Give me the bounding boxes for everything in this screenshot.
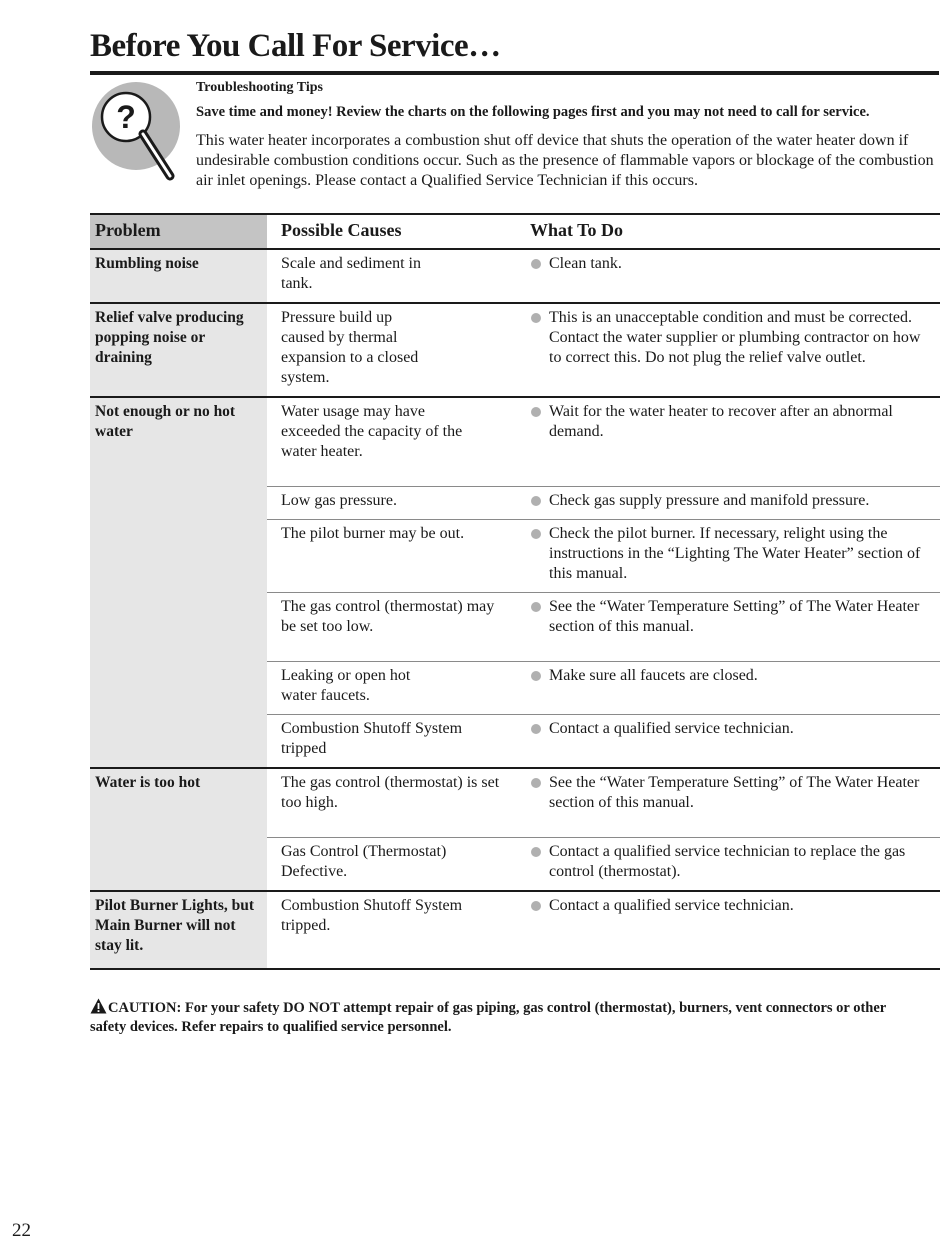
bullet-icon — [531, 602, 541, 612]
cause-cell: Combustion Shutoff System tripped — [267, 715, 515, 769]
cause-cell: Pressure build up caused by thermal expansion to a closed system. — [267, 303, 515, 397]
problem-cell: Pilot Burner Lights, but Main Burner will not stay lit. — [90, 891, 267, 969]
todo-text: See the “Water Temperature Setting” of The Water Heater section of this manual. — [549, 774, 920, 811]
bullet-icon — [531, 259, 541, 269]
tips-heading: Troubleshooting Tips — [196, 80, 323, 95]
todo-cell — [515, 249, 940, 303]
cause-cell: The gas control (thermostat) is set too high. — [267, 768, 515, 838]
header-what-to-do: What To Do — [515, 214, 940, 249]
page-number: 22 — [12, 1220, 31, 1241]
cause-cell: Combustion Shutoff System tripped. — [267, 891, 515, 969]
todo-text: Check gas supply pressure and manifold pressure. — [549, 492, 870, 509]
cause-cell: The pilot burner may be out. — [267, 520, 515, 593]
table-row — [90, 249, 940, 303]
todo-text: Make sure all faucets are closed. — [549, 667, 758, 684]
bullet-icon — [531, 407, 541, 417]
cause-cell: The gas control (thermostat) may be set too low. — [267, 593, 515, 662]
todo-cell — [515, 715, 940, 769]
problem-cell: Water is too hot — [90, 768, 267, 891]
todo-cell — [515, 838, 940, 892]
problem-cell: Not enough or no hot water — [90, 397, 267, 768]
table-row — [90, 768, 940, 838]
bullet-icon — [531, 313, 541, 323]
todo-text: Wait for the water heater to recover after an abnormal demand. — [549, 403, 893, 440]
cause-cell: Leaking or open hot water faucets. — [267, 662, 515, 715]
bullet-icon — [531, 529, 541, 539]
troubleshooting-tips — [196, 80, 936, 191]
todo-text: Contact a qualified service technician to replace the gas control (thermostat). — [549, 843, 906, 880]
bullet-icon — [531, 901, 541, 911]
todo-text: Clean tank. — [549, 255, 622, 272]
svg-text:?: ? — [116, 99, 136, 135]
cause-cell: Gas Control (Thermostat) Defective. — [267, 838, 515, 892]
question-magnifier-icon — [90, 82, 186, 182]
todo-text: Check the pilot burner. If necessary, relight using the instructions in the “Lighting The Water Heater” section of this manual. — [549, 525, 921, 582]
caution-text: For your safety DO NOT attempt repair of gas piping, gas control (thermostat), burners, vent connectors or other safety devices. Refer repairs to qualified service personnel. — [90, 1000, 886, 1035]
caution-note — [90, 998, 920, 1037]
cause-cell: Water usage may have exceeded the capacity of the water heater. — [267, 397, 515, 487]
todo-cell — [515, 768, 940, 838]
title-rule — [90, 71, 939, 75]
todo-cell — [515, 891, 940, 969]
tips-body: This water heater incorporates a combustion shut off device that shuts the operation of the water heater down if undesirable combustion conditions occur. Such as the presence of flammable vapors or blockage of the combustion air inlet openings. Please contact a Qualified Service Technician if this occurs. — [196, 132, 934, 189]
todo-text: Contact a qualified service technician. — [549, 720, 794, 737]
bullet-icon — [531, 671, 541, 681]
bullet-icon — [531, 724, 541, 734]
todo-cell — [515, 397, 940, 487]
todo-cell — [515, 303, 940, 397]
bullet-icon — [531, 778, 541, 788]
table-header-row — [90, 214, 940, 249]
problem-cell: Relief valve producing popping noise or draining — [90, 303, 267, 397]
cause-cell: Low gas pressure. — [267, 487, 515, 520]
todo-cell — [515, 487, 940, 520]
todo-cell — [515, 593, 940, 662]
header-problem: Problem — [90, 214, 267, 249]
todo-cell — [515, 520, 940, 593]
todo-cell — [515, 662, 940, 715]
todo-text: Contact a qualified service technician. — [549, 897, 794, 914]
cause-cell: Scale and sediment in tank. — [267, 249, 515, 303]
todo-text: This is an unacceptable condition and must be corrected. Contact the water supplier or plumbing contractor on how to correct this. Do not plug the relief valve outlet. — [549, 309, 921, 366]
todo-text: See the “Water Temperature Setting” of The Water Heater section of this manual. — [549, 598, 920, 635]
bullet-icon — [531, 847, 541, 857]
warning-triangle-icon — [90, 998, 107, 1014]
tips-bold-line: Save time and money! Review the charts on the following pages first and you may not need to call for service. — [196, 104, 870, 120]
bullet-icon — [531, 496, 541, 506]
caution-label: CAUTION: — [108, 1000, 182, 1016]
page-title: Before You Call For Service… — [90, 28, 501, 64]
table-row — [90, 891, 940, 969]
problem-cell: Rumbling noise — [90, 249, 267, 303]
table-row — [90, 397, 940, 487]
table-row — [90, 303, 940, 397]
header-possible-causes: Possible Causes — [267, 214, 515, 249]
troubleshooting-table — [90, 213, 940, 970]
